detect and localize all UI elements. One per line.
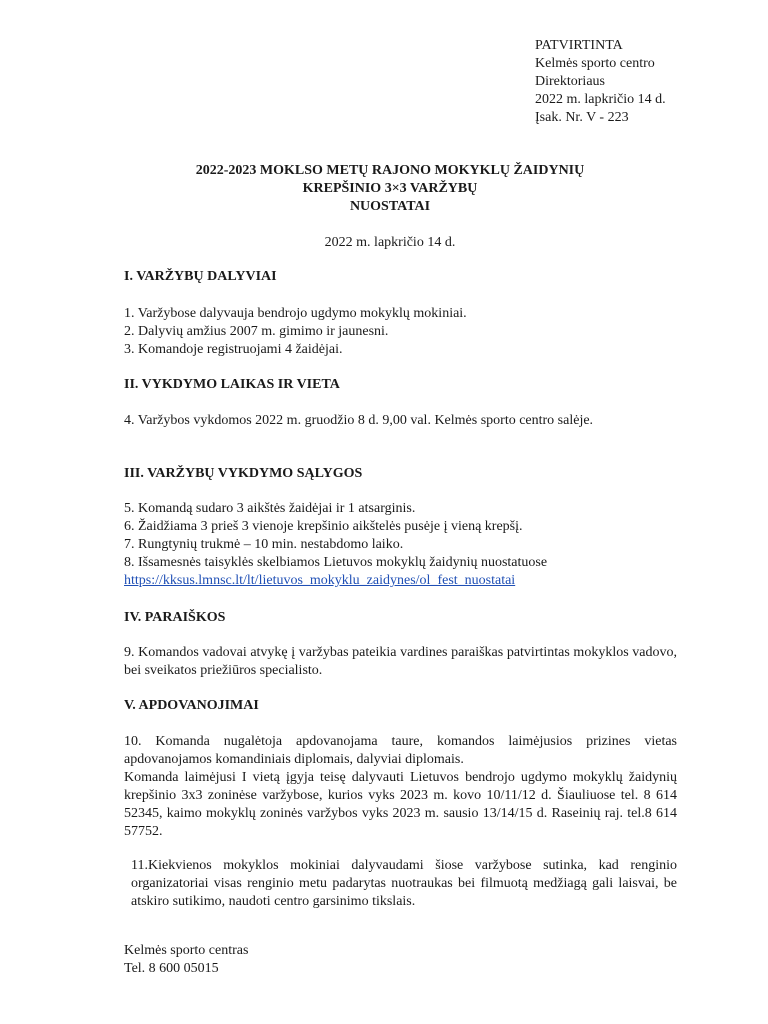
paragraph: Komanda laimėjusi I vietą įgyja teisę dalyvauti Lietuvos bendrojo ugdymo mokyklų žaidynių krepšinio 3x3 zoninėse varžybose, kurios vyks 2023 m. kovo 10/11/12 d. Šiauliuose tel. 8 614 52345, kaimo mokyklų zoninės varžybos vyks 2023 m. sausio 13/14/15 d. Raseinių raj. tel.8 614 57752.: [124, 770, 677, 839]
list-item: 6. Žaidžiama 3 prieš 3 vienoje krepšinio aikštelės pusėje į vieną krepšį.: [124, 519, 523, 534]
list-item: 2. Dalyvių amžius 2007 m. gimimo ir jaunesni.: [124, 324, 389, 339]
list-item: 4. Varžybos vykdomos 2022 m. gruodžio 8 d. 9,00 val. Kelmės sporto centro salėje.: [124, 413, 594, 428]
approval-line: Kelmės sporto centro: [535, 56, 655, 71]
document-title: [0, 162, 768, 216]
approval-line: Direktoriaus: [535, 74, 605, 89]
section-body-participants: [124, 305, 677, 359]
section-heading-time-place: II. VYKDYMO LAIKAS IR VIETA: [124, 377, 340, 392]
section-heading-conditions: III. VARŽYBŲ VYKDYMO SĄLYGOS: [124, 466, 363, 481]
footer-phone: Tel. 8 600 05015: [124, 961, 219, 976]
title-line: 2022-2023 MOKLSO METŲ RAJONO MOKYKLŲ ŽAIDYNIŲ: [195, 163, 585, 178]
approval-line: PATVIRTINTA: [535, 38, 623, 53]
approval-stamp: [535, 37, 666, 127]
approval-line: Įsak. Nr. V - 223: [535, 110, 629, 125]
section-body-awards: [124, 733, 677, 841]
approval-line: 2022 m. lapkričio 14 d.: [535, 92, 666, 107]
list-item: 1. Varžybose dalyvauja bendrojo ugdymo mokyklų mokiniai.: [124, 306, 467, 321]
footer-contact: [124, 942, 248, 978]
footer-org: Kelmės sporto centras: [124, 943, 249, 958]
list-item: 8. Išsamesnės taisyklės skelbiamos Lietuvos mokyklų žaidynių nuostatuose: [124, 555, 548, 570]
section-heading-awards: V. APDOVANOJIMAI: [124, 698, 259, 713]
list-item: 5. Komandą sudaro 3 aikštės žaidėjai ir 1 atsarginis.: [124, 501, 416, 516]
rules-link[interactable]: https://kksus.lmnsc.lt/lt/lietuvos_mokyklu_zaidynes/ol_fest_nuostatai: [124, 573, 516, 588]
section-heading-applications: IV. PARAIŠKOS: [124, 610, 226, 625]
section-body-conditions: [124, 500, 677, 590]
section-body-applications: 9. Komandos vadovai atvykę į varžybas pateikia vardines paraiškas patvirtintas mokyklos vadovo, bei sveikatos priežiūros specialisto.: [124, 645, 677, 678]
paragraph: 10. Komanda nugalėtoja apdovanojama taure, komandos laimėjusios prizines vietas apdovanojamos komandiniais diplomais, dalyviai diplomais.: [124, 734, 677, 767]
section-heading-participants: I. VARŽYBŲ DALYVIAI: [124, 269, 277, 284]
title-line: KREPŠINIO 3×3 VARŽYBŲ: [302, 181, 478, 196]
document-date: 2022 m. lapkričio 14 d.: [324, 235, 456, 250]
section-body-time-place: [124, 412, 677, 430]
list-item: 7. Rungtynių trukmė – 10 min. nestabdomo laiko.: [124, 537, 404, 552]
list-item: 3. Komandoje registruojami 4 žaidėjai.: [124, 342, 343, 357]
paragraph-consent: 11.Kiekvienos mokyklos mokiniai dalyvaudami šiose varžybose sutinka, kad renginio organizatoriai visas renginio metu padarytas nuotraukas bei filmuotą medžiagą gali laisvai, be atskiro sutikimo, naudoti centro garsinimo tikslais.: [131, 858, 677, 909]
title-line: NUOSTATAI: [349, 199, 431, 214]
